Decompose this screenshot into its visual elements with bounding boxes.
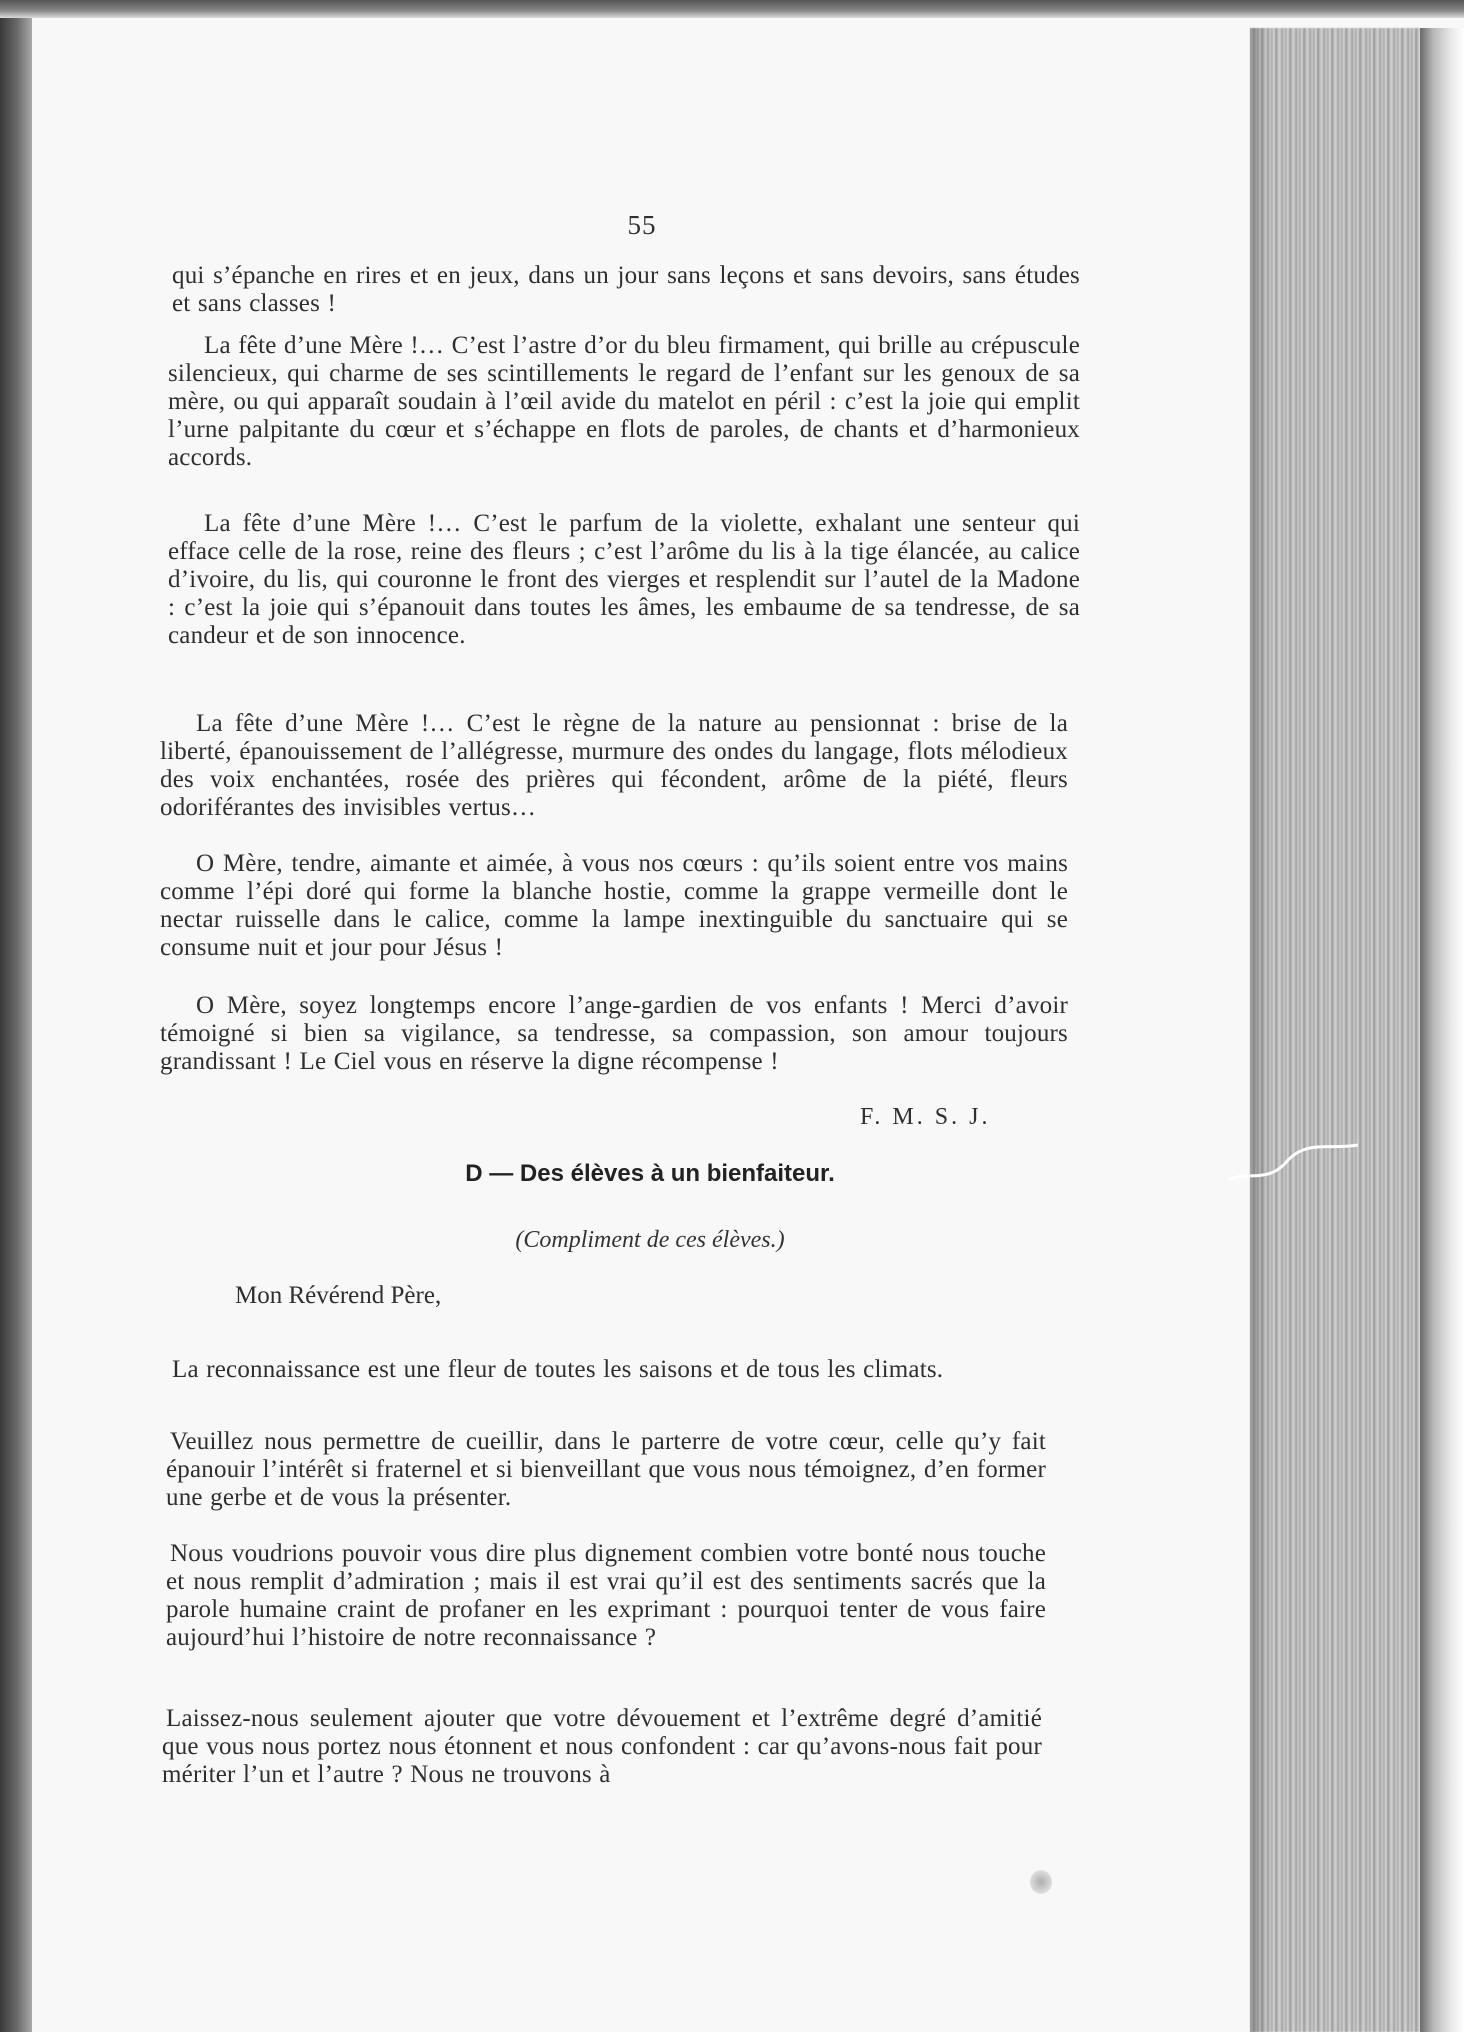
body-paragraph-4: La fête d’une Mère !… C’est le règne de la nature au pensionnat : brise de la liberté, épanouissement de l’allégresse, murmure des ondes du langage, flots mélodieux des voix enchantées, rosée des prières qui fécondent, arôme de la piété, fleurs odoriférantes des invisibles vertus… (160, 710, 1068, 821)
salutation: Mon Révérend Père, (235, 1282, 442, 1309)
section-paragraph-1: La reconnaissance est une fleur de toutes les saisons et de tous les climats. (172, 1356, 944, 1383)
scan-top-edge (0, 0, 1464, 18)
page-crease-mark (1228, 1140, 1358, 1190)
ink-smudge (1030, 1870, 1052, 1894)
body-paragraph-1: qui s’épanche en rires et en jeux, dans un jour sans leçons et sans devoirs, sans études et sans classes ! (172, 262, 1080, 317)
body-paragraph-3: La fête d’une Mère !… C’est le parfum de la violette, exhalant une senteur qui efface celle de la rose, reine des fleurs ; c’est l’arôme du lis à la tige élancée, au calice d’ivoire, du lis, qui couronne le front des vierges et resplendit sur l’autel de la Madone : c’est la joie qui s’épanouit dans toutes les âmes, les embaume de sa tendresse, de sa candeur et de son innocence. (168, 510, 1080, 649)
page-number: 55 (627, 210, 657, 240)
section-paragraph-2: Veuillez nous permettre de cueillir, dans le parterre de votre cœur, celle qu’y fait épanouir l’intérêt si fraternel et si bienveillant que vous nous témoignez, d’en former une gerbe et de vous la présenter. (166, 1428, 1046, 1511)
book-page-edges (1250, 28, 1420, 2032)
section-paragraph-4: Laissez-nous seulement ajouter que votre dévouement et l’extrême degré d’amitié que vous nous portez nous étonnent et nous confondent : car qu’avons-nous fait pour mériter l’un et l’autre ? Nous ne trouvons à (162, 1705, 1042, 1788)
body-paragraph-6: O Mère, soyez longtemps encore l’ange-gardien de vos enfants ! Merci d’avoir témoigné si bien sa vigilance, sa tendresse, sa compassion, son amour toujours grandissant ! Le Ciel vous en réserve la digne récompense ! (160, 992, 1068, 1075)
body-paragraph-5: O Mère, tendre, aimante et aimée, à vous nos cœurs : qu’ils soient entre vos mains comme l’épi doré qui forme la blanche hostie, comme la grappe vermeille dont le nectar ruisselle dans le calice, comme la lampe inextinguible du sanctuaire qui se consume nuit et jour pour Jésus ! (160, 850, 1068, 961)
body-paragraph-2: La fête d’une Mère !… C’est l’astre d’or du bleu firmament, qui brille au crépuscule silencieux, qui charme de ses scintillements le regard de l’enfant sur les genoux de sa mère, ou qui apparaît soudain à l’œil avide du matelot en péril : c’est la joie qui emplit l’urne palpitante du cœur et s’échappe en flots de paroles, de chants et d’harmonieux accords. (168, 332, 1080, 471)
section-paragraph-3: Nous voudrions pouvoir vous dire plus dignement combien votre bonté nous touche et nous remplit d’admiration ; mais il est vrai qu’il est des sentiments sacrés que la parole humaine craint de profaner en les exprimant : pourquoi tenter de vous faire aujourd’hui l’histoire de notre reconnaissance ? (166, 1540, 1046, 1651)
book-cover-edge (1420, 28, 1464, 2032)
scan-left-edge (0, 0, 32, 2032)
book-edge-shadow (1250, 28, 1270, 2032)
section-heading: D — Des élèves à un bienfaiteur. (465, 1160, 835, 1187)
section-subheading: (Compliment de ces élèves.) (515, 1227, 785, 1253)
signature: F. M. S. J. (860, 1104, 991, 1130)
